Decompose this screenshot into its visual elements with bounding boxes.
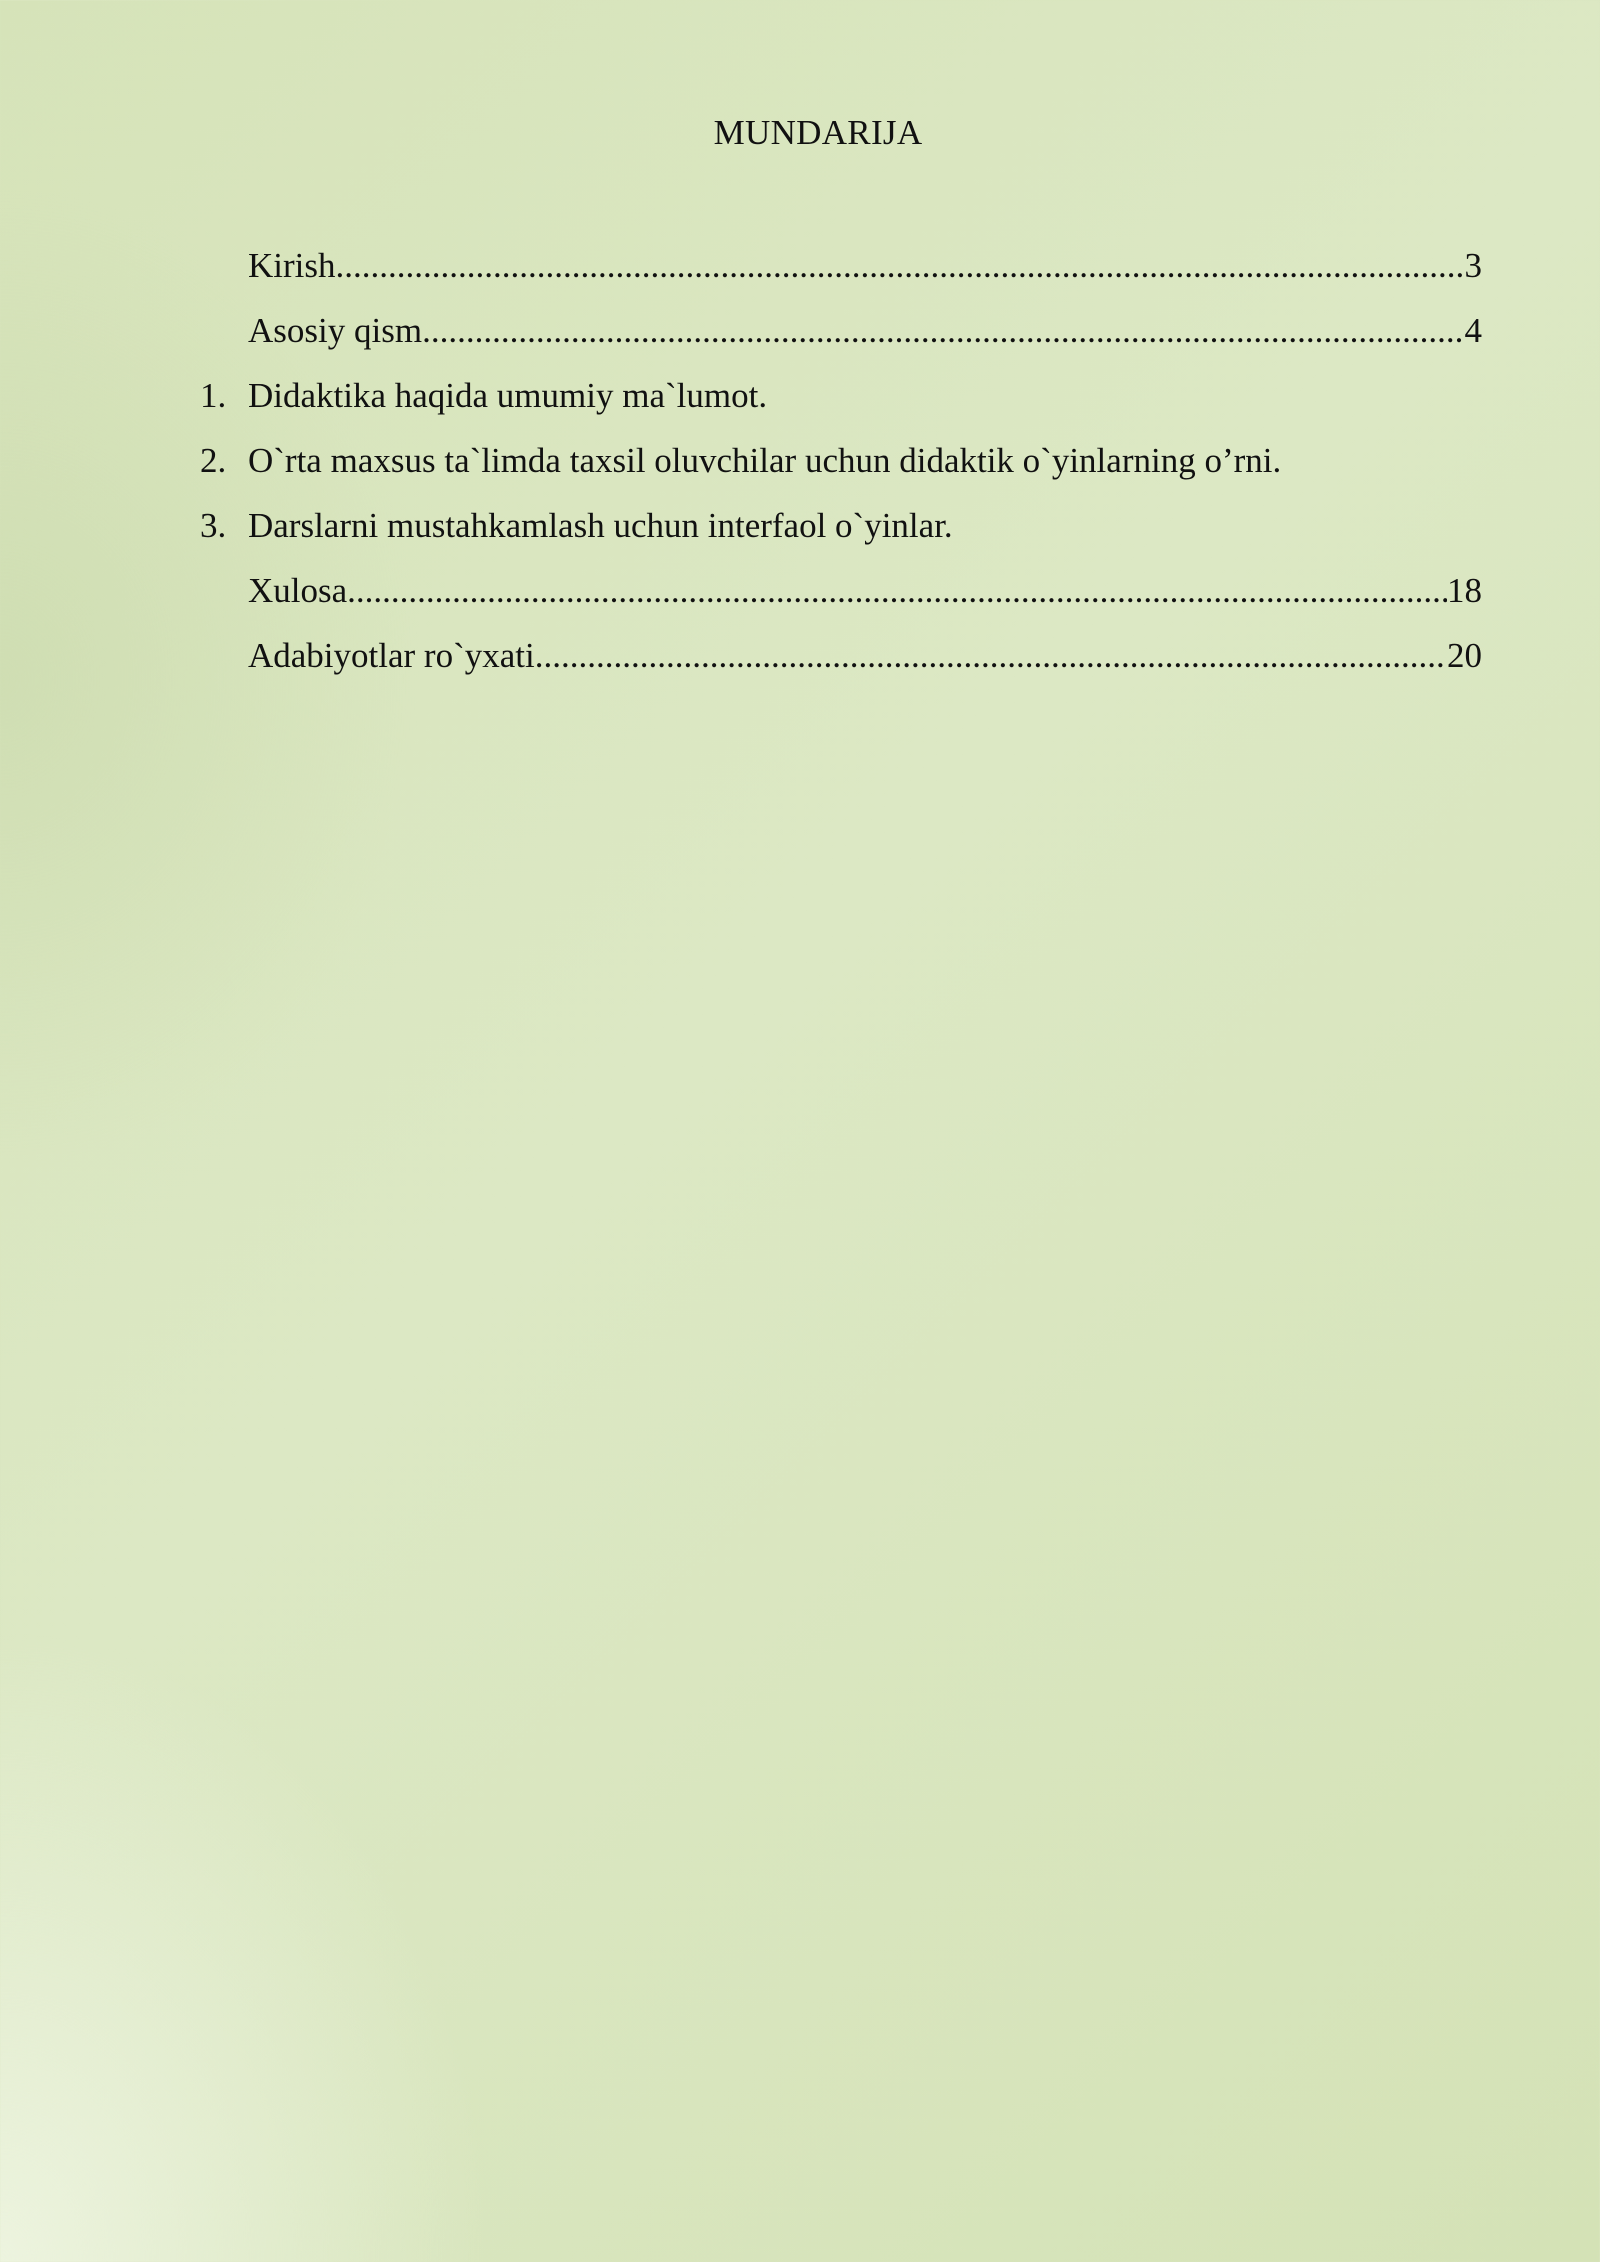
- page-title: MUNDARIJA: [713, 113, 923, 152]
- toc-entry-asosiy-qism[interactable]: [200, 305, 1482, 370]
- toc-entry-number: 2.: [200, 441, 227, 480]
- toc-entry-page: 18: [1447, 571, 1482, 610]
- toc-entry-page: 4: [1464, 311, 1482, 350]
- toc-entry-darslarni[interactable]: [200, 500, 1482, 565]
- toc-entry-label: Darslarni mustahkamlash uchun interfaol o`yinlar.: [248, 506, 953, 545]
- toc-dot-leader: [422, 305, 1464, 357]
- toc-entry-number: 1.: [200, 376, 227, 415]
- toc-entry-label: Adabiyotlar ro`yxati: [248, 636, 535, 675]
- toc-entry-page: 3: [1464, 246, 1482, 285]
- toc-dot-leader: [336, 240, 1465, 292]
- toc-entry-label: Kirish: [248, 246, 336, 285]
- toc-entry-number: 3.: [200, 506, 227, 545]
- toc-dot-leader: [347, 565, 1447, 617]
- toc-entry-kirish[interactable]: [200, 240, 1482, 305]
- toc-dot-leader: [535, 630, 1447, 682]
- toc-entry-page: 20: [1447, 636, 1482, 675]
- toc-entry-xulosa[interactable]: [200, 565, 1482, 630]
- toc-entry-label: O`rta maxsus ta`limda taxsil oluvchilar uchun didaktik o`yinlarning o’rni.: [248, 441, 1282, 480]
- toc-entry-label: Didaktika haqida umumiy ma`lumot.: [248, 376, 768, 415]
- toc-entry-adabiyotlar[interactable]: [200, 630, 1482, 695]
- toc-entry-label: Xulosa: [248, 571, 348, 610]
- table-of-contents: [200, 240, 1482, 695]
- toc-entry-orta-maxsus[interactable]: [200, 435, 1482, 500]
- toc-entry-didaktika[interactable]: [200, 370, 1482, 435]
- toc-entry-label: Asosiy qism: [248, 311, 423, 350]
